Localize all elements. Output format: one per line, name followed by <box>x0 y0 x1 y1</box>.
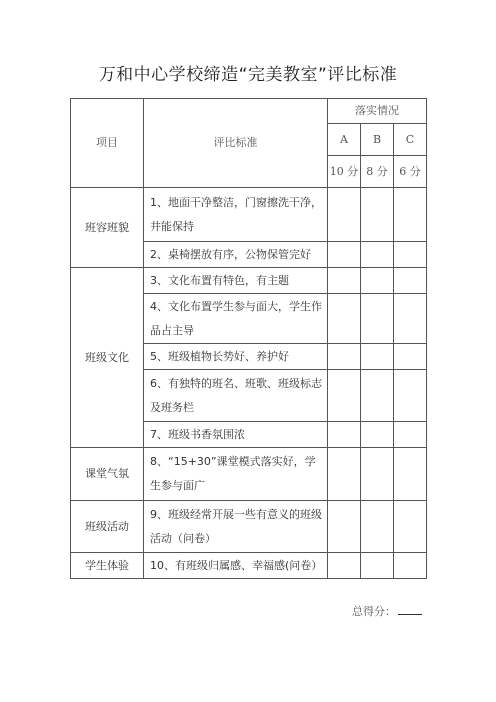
item-name: 班级文化 <box>71 268 144 448</box>
score-cell-b[interactable] <box>361 188 394 242</box>
header-standard: 评比标准 <box>144 99 328 188</box>
score-cell-c[interactable] <box>394 448 427 501</box>
score-cell-a[interactable] <box>328 370 361 422</box>
grade-b-letter: B <box>361 124 394 156</box>
score-cell-b[interactable] <box>361 448 394 501</box>
grade-a-score: 10 分 <box>328 156 361 188</box>
table-row <box>71 188 427 242</box>
score-cell-b[interactable] <box>361 553 394 579</box>
criterion-text: 1、地面干净整洁，门窗擦洗干净，井能保持 <box>144 188 328 242</box>
score-cell-b[interactable] <box>361 344 394 370</box>
item-name: 班级活动 <box>71 501 144 553</box>
score-cell-c[interactable] <box>394 370 427 422</box>
score-cell-b[interactable] <box>361 268 394 294</box>
page-title: 万和中心学校缔造“完美教室”评比标准 <box>98 65 398 85</box>
criterion-text: 3、文化布置有特色，有主题 <box>144 268 328 294</box>
score-cell-b[interactable] <box>361 501 394 553</box>
score-cell-c[interactable] <box>394 294 427 344</box>
criterion-text: 7、班级书香氛围浓 <box>144 422 328 448</box>
score-cell-a[interactable] <box>328 188 361 242</box>
score-cell-c[interactable] <box>394 501 427 553</box>
criterion-text: 9、班级经常开展一些有意义的班级活动（问卷） <box>144 501 328 553</box>
table-row <box>71 501 427 553</box>
total-score-label: 总得分： <box>352 605 396 618</box>
score-cell-c[interactable] <box>394 188 427 242</box>
score-cell-a[interactable] <box>328 294 361 344</box>
criterion-text: 10、有班级归属感、幸福感(问卷） <box>144 553 328 579</box>
score-cell-c[interactable] <box>394 553 427 579</box>
score-cell-a[interactable] <box>328 501 361 553</box>
table-row <box>71 268 427 294</box>
criterion-text: 8、“15+30”课堂模式落实好，学生参与面广 <box>144 448 328 501</box>
table-row <box>71 448 427 501</box>
grade-a-letter: A <box>328 124 361 156</box>
score-cell-b[interactable] <box>361 370 394 422</box>
score-cell-c[interactable] <box>394 242 427 268</box>
item-name: 课堂气氛 <box>71 448 144 501</box>
grade-b-score: 8 分 <box>361 156 394 188</box>
score-cell-b[interactable] <box>361 294 394 344</box>
header-status: 落实情况 <box>328 99 427 124</box>
header-item: 项目 <box>71 99 144 188</box>
score-cell-a[interactable] <box>328 422 361 448</box>
score-cell-a[interactable] <box>328 242 361 268</box>
score-cell-c[interactable] <box>394 422 427 448</box>
score-cell-b[interactable] <box>361 242 394 268</box>
score-cell-a[interactable] <box>328 268 361 294</box>
score-cell-c[interactable] <box>394 344 427 370</box>
criterion-text: 5、班级植物长势好、养护好 <box>144 344 328 370</box>
criterion-text: 4、文化布置学生参与面大，学生作品占主导 <box>144 294 328 344</box>
evaluation-table <box>70 98 427 579</box>
item-name: 班容班貌 <box>71 188 144 268</box>
grade-c-score: 6 分 <box>394 156 427 188</box>
score-cell-a[interactable] <box>328 553 361 579</box>
score-cell-a[interactable] <box>328 448 361 501</box>
total-score <box>352 603 422 619</box>
score-cell-b[interactable] <box>361 422 394 448</box>
criterion-text: 6、有独特的班名、班歌、班级标志及班务栏 <box>144 370 328 422</box>
item-name: 学生体验 <box>71 553 144 579</box>
score-cell-c[interactable] <box>394 268 427 294</box>
grade-c-letter: C <box>394 124 427 156</box>
table-row <box>71 553 427 579</box>
score-cell-a[interactable] <box>328 344 361 370</box>
total-score-blank[interactable] <box>398 604 422 615</box>
criterion-text: 2、桌椅摆放有序，公物保管完好 <box>144 242 328 268</box>
